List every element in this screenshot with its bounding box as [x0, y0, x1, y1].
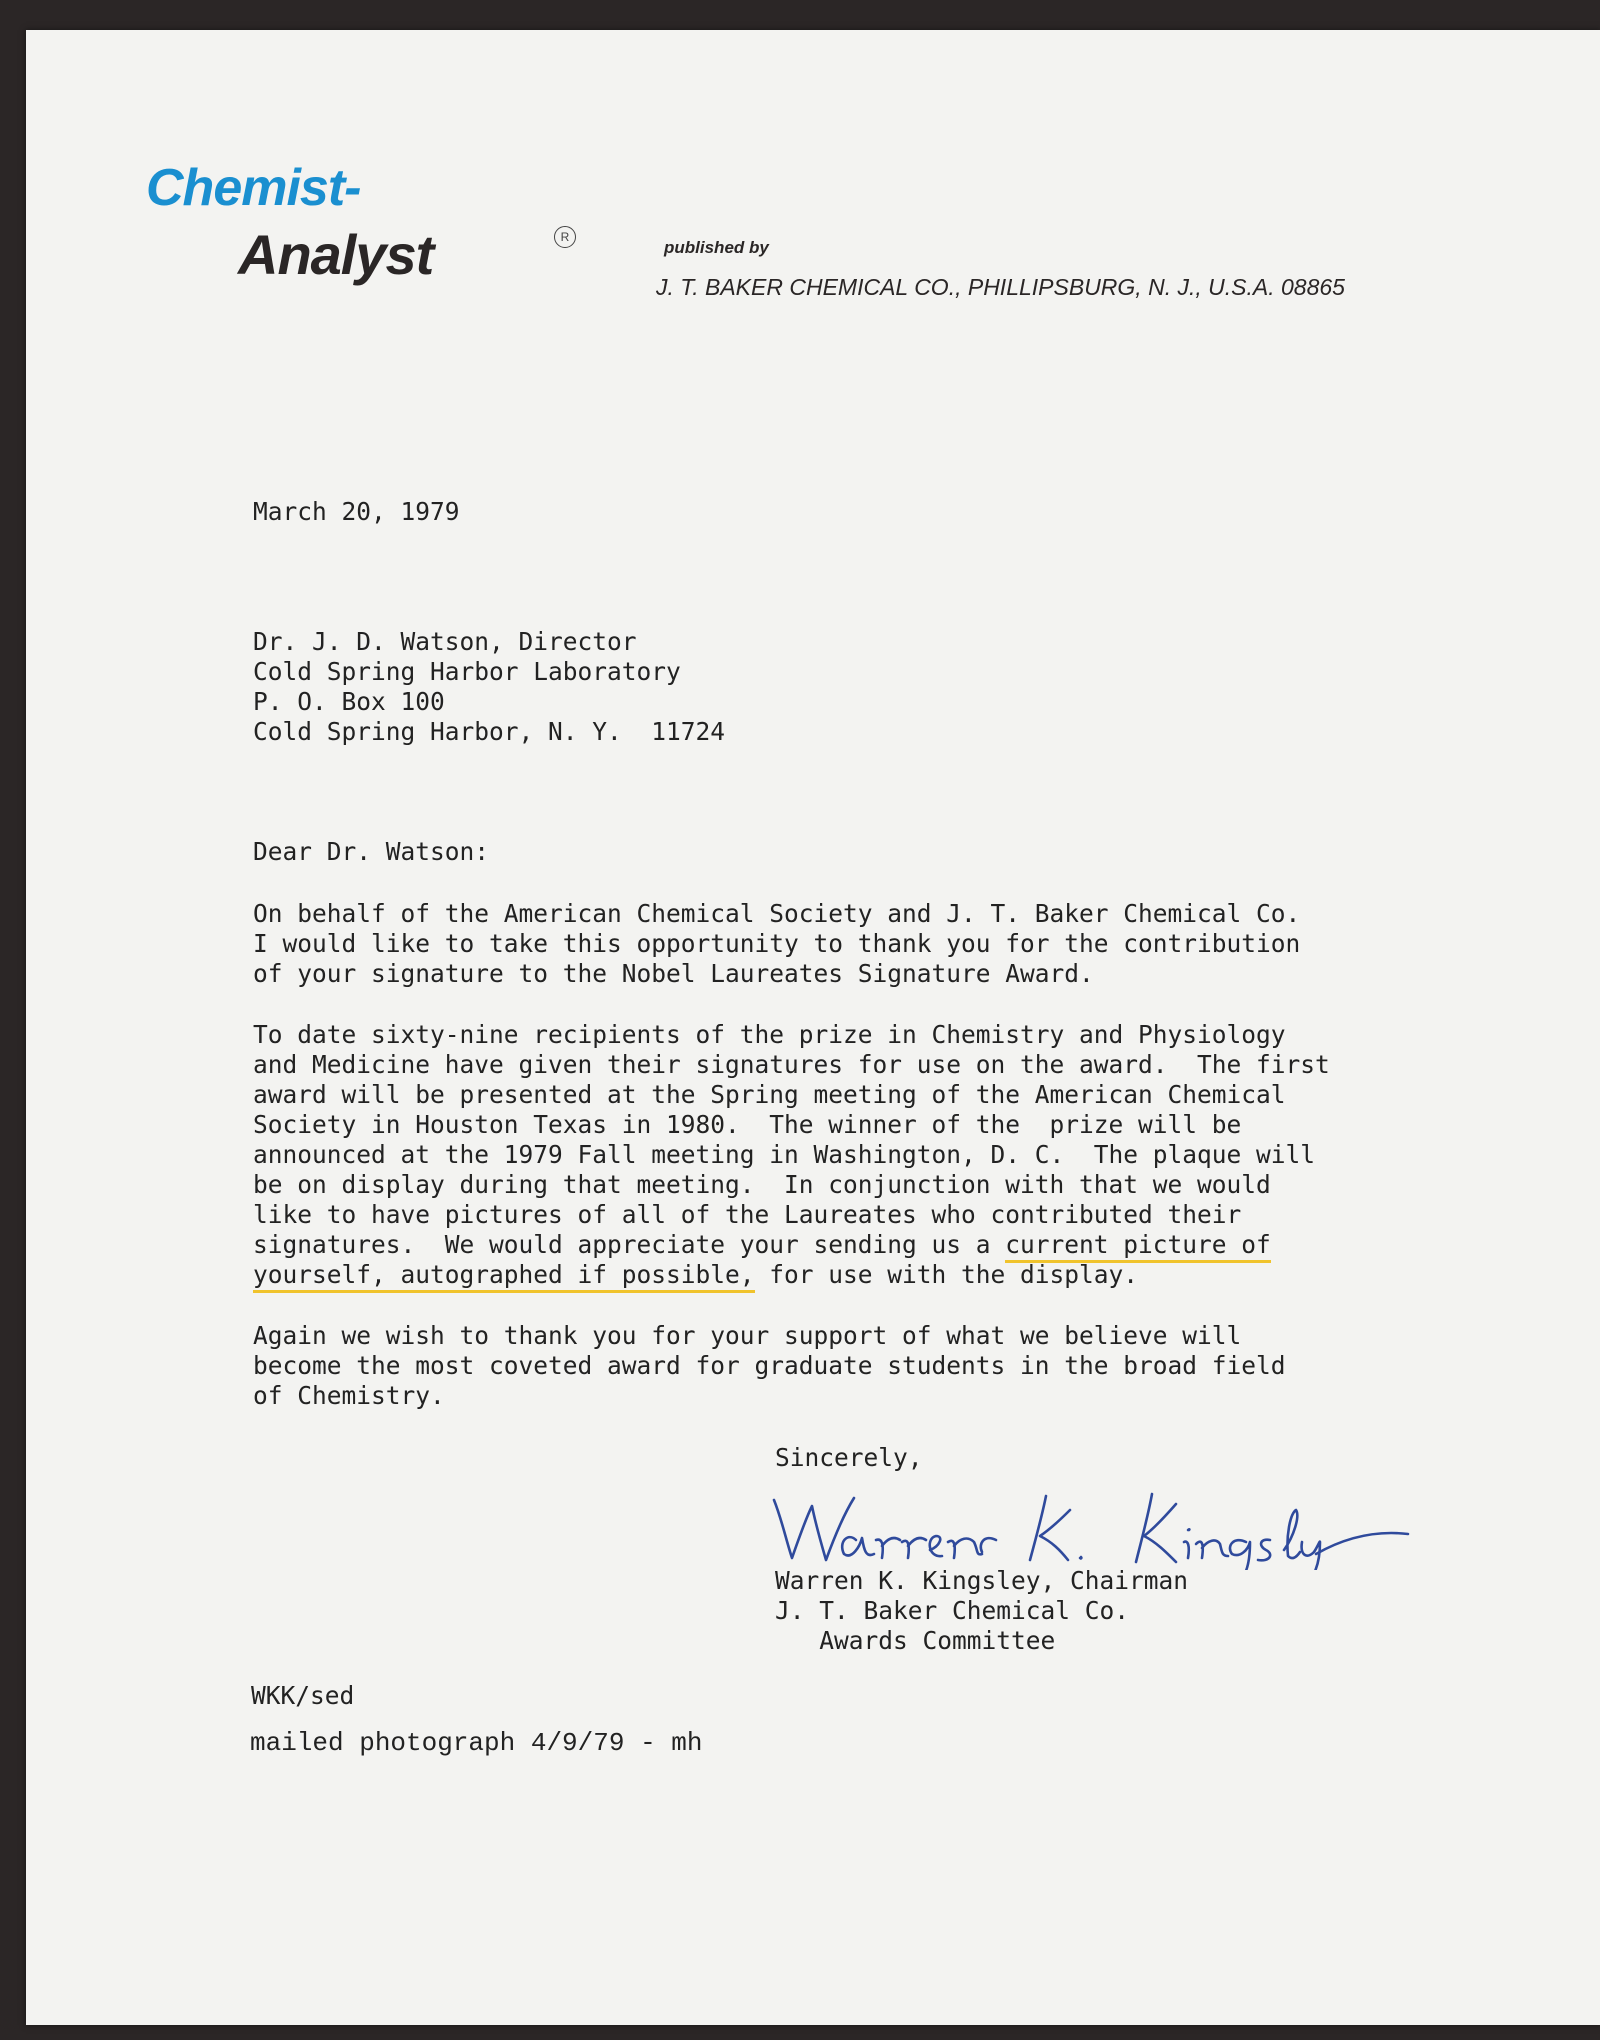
registered-mark-icon: R	[554, 226, 576, 248]
mailing-annotation: mailed photograph 4/9/79 - mh	[250, 1728, 703, 1758]
paragraph-2-line: award will be presented at the Spring meeting of the American Chemical	[253, 1080, 1286, 1109]
paragraph-2-line-9-text: for use with the display.	[754, 1260, 1139, 1289]
letter-date: March 20, 1979	[253, 497, 460, 526]
paragraph-1-line: On behalf of the American Chemical Society and J. T. Baker Chemical Co.	[253, 899, 1301, 928]
paragraph-3-line: become the most coveted award for graduate students in the broad field	[253, 1351, 1286, 1380]
paragraph-3-line: of Chemistry.	[253, 1381, 445, 1410]
logo-chemist: Chemist-	[146, 159, 361, 217]
highlighted-phrase: yourself, autographed if possible,	[253, 1260, 755, 1293]
recipient-line-4: Cold Spring Harbor, N. Y. 11724	[253, 717, 726, 746]
paragraph-2-line: be on display during that meeting. In conjunction with that we would	[253, 1170, 1271, 1199]
highlighted-phrase: current picture of	[1005, 1230, 1271, 1263]
handwritten-signature	[764, 1480, 1414, 1570]
recipient-line-1: Dr. J. D. Watson, Director	[253, 627, 637, 656]
paragraph-1-line: I would like to take this opportunity to thank you for the contribution	[253, 929, 1301, 958]
paragraph-2-line: Society in Houston Texas in 1980. The winner of the prize will be	[253, 1110, 1242, 1139]
signer-name-title: Warren K. Kingsley, Chairman	[775, 1566, 1189, 1595]
company-address: J. T. BAKER CHEMICAL CO., PHILLIPSBURG, N. J., U.S.A. 08865	[656, 274, 1345, 300]
paragraph-1-line: of your signature to the Nobel Laureates Signature Award.	[253, 959, 1094, 988]
recipient-line-3: P. O. Box 100	[253, 687, 445, 716]
paragraph-2-line	[253, 1230, 1271, 1260]
paragraph-2-line: like to have pictures of all of the Laureates who contributed their	[253, 1200, 1242, 1229]
salutation: Dear Dr. Watson:	[253, 837, 490, 866]
paragraph-2-line	[253, 1260, 1138, 1290]
letter-page	[26, 30, 1600, 2025]
recipient-line-2: Cold Spring Harbor Laboratory	[253, 657, 681, 686]
logo-analyst: Analyst	[238, 223, 434, 286]
closing: Sincerely,	[775, 1443, 923, 1472]
paragraph-2-line-8-text: signatures. We would appreciate your sending us a	[253, 1230, 1006, 1259]
published-by-label: published by	[664, 238, 769, 257]
paragraph-3-line: Again we wish to thank you for your support of what we believe will	[253, 1321, 1242, 1350]
paragraph-2-line: announced at the 1979 Fall meeting in Washington, D. C. The plaque will	[253, 1140, 1316, 1169]
signer-company: J. T. Baker Chemical Co.	[775, 1596, 1130, 1625]
paragraph-2-line: and Medicine have given their signatures for use on the award. The first	[253, 1050, 1330, 1079]
typist-initials: WKK/sed	[251, 1681, 355, 1710]
paragraph-2-line: To date sixty-nine recipients of the prize in Chemistry and Physiology	[253, 1020, 1286, 1049]
signer-committee: Awards Committee	[775, 1626, 1056, 1655]
